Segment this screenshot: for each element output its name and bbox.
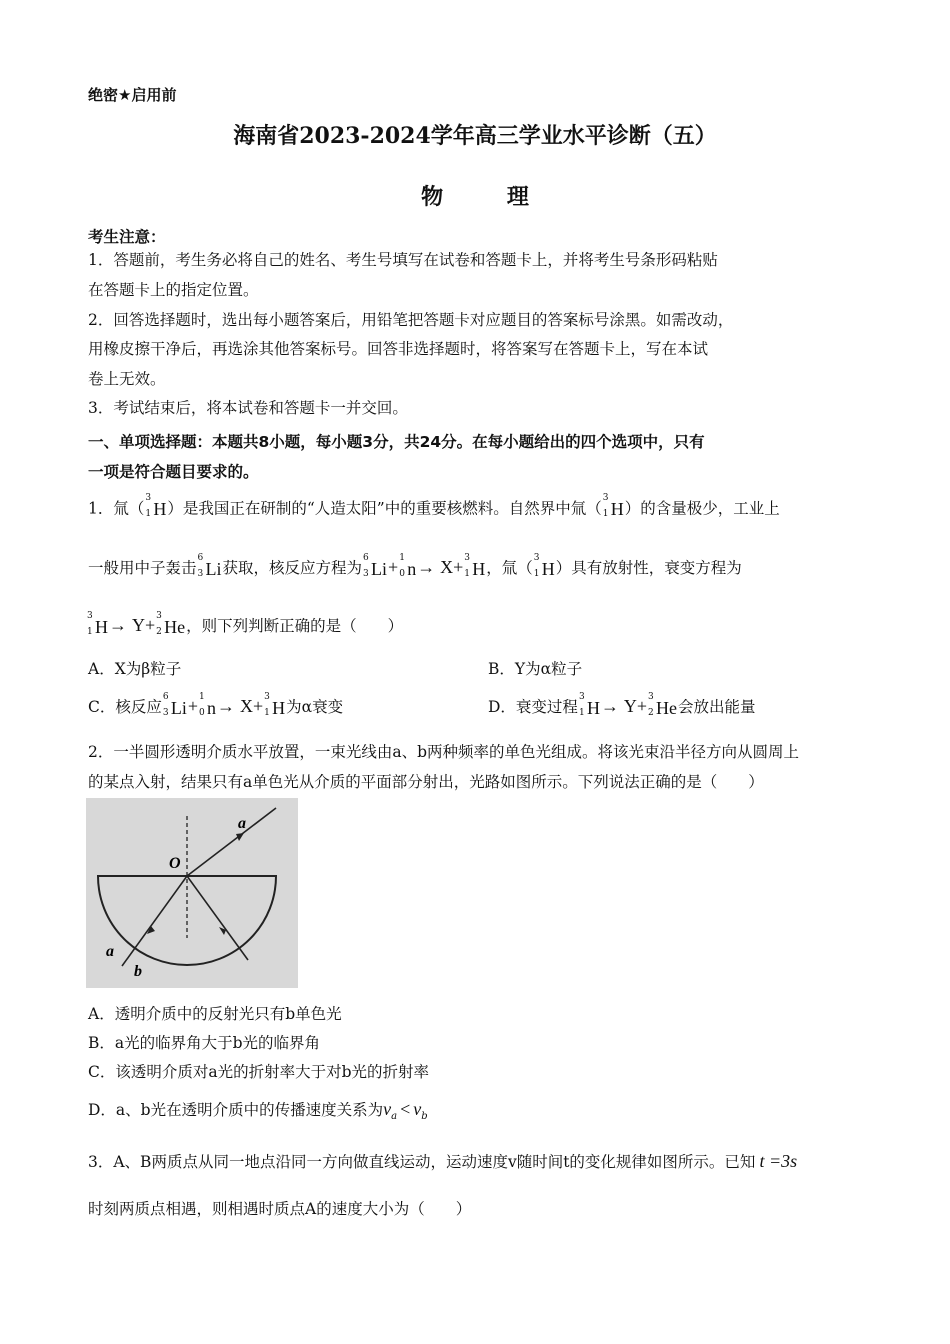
- nuclide-tritium: 3 1 H: [578, 691, 600, 718]
- nuclide-lithium: 6 3 Li: [363, 552, 388, 579]
- q2-line-2: 的某点入射，结果只有a单色光从介质的平面部分射出，光路如图所示。下列说法正确的是（ ）: [88, 773, 764, 791]
- nuclide-tritium: 3 1 H: [464, 552, 486, 579]
- nuclide-tritium: 3 1 H: [264, 691, 286, 718]
- nuclide-helium: 3 2 He: [648, 691, 678, 718]
- notice-item-2-line-3: 卷上无效。: [88, 370, 166, 388]
- q2-figure: [86, 798, 298, 988]
- q2-line-1: 2．一半圆形透明介质水平放置，一束光线由a、b两种频率的单色光组成。将该光束沿半径方向从圆周上: [88, 743, 800, 761]
- notice-heading: 考生注意：: [88, 228, 166, 246]
- q1-line-3: 3 1 H→ Y+ 3 2 He，则下列判断正确的是（ ）: [87, 610, 404, 637]
- q3-line-1: 3．A、B两质点从同一地点沿同一方向做直线运动，运动速度v随时间t的变化规律如图所示。已知 t =3s: [88, 1151, 798, 1171]
- nuclide-neutron: 1 0 n: [399, 552, 417, 579]
- q1-option-d: D．衰变过程 3 1 H→ Y+ 3 2 He会放出能量: [488, 691, 756, 718]
- q1-option-c: C．核反应 6 3 Li+ 1 0 n→ X+ 3 1 H为α衰变: [88, 691, 344, 718]
- section-heading-line-2: 一项是符合题目要求的。: [88, 463, 259, 481]
- fig-label-a-top: a: [238, 815, 246, 832]
- q2-option-b: B．a光的临界角大于b光的临界角: [88, 1034, 321, 1052]
- q2-option-d: D．a、b光在透明介质中的传播速度关系为$v_a < v_b$: [88, 1099, 428, 1123]
- fig-label-o: O: [169, 855, 181, 872]
- q1-option-b: B．Y为α粒子: [488, 660, 583, 678]
- nuclide-tritium: 3 1 H: [87, 610, 108, 637]
- q1-option-a: A．X为β粒子: [88, 660, 182, 678]
- q2-option-a: A．透明介质中的反射光只有b单色光: [88, 1005, 342, 1023]
- q1-line-1: 1．氚（ 3 1 H）是我国正在研制的“人造太阳”中的重要核燃料。自然界中氚（ 3 1 H）的含量极少，工业上: [88, 493, 780, 519]
- confidential-label: 绝密★启用前: [88, 86, 177, 104]
- fig-label-b: b: [134, 963, 142, 980]
- subject-title: 物 理: [421, 184, 557, 210]
- nuclide-helium: 3 2 He: [156, 610, 186, 637]
- notice-item-2-line-1: 2．回答选择题时，选出每小题答案后，用铅笔把答题卡对应题目的答案标号涂黑。如需改动，: [88, 311, 734, 329]
- nuclide-tritium: 3 1 H: [602, 493, 624, 519]
- semicircle-optics-diagram: [86, 798, 298, 988]
- section-heading-line-1: 一、单项选择题：本题共8小题，每小题3分，共24分。在每小题给出的四个选项中，只有: [88, 433, 705, 451]
- nuclide-tritium: 3 1 H: [533, 552, 555, 579]
- nuclide-neutron: 1 0 n: [199, 691, 217, 718]
- q3-line-2: 时刻两质点相遇，则相遇时质点A的速度大小为（ ）: [88, 1200, 472, 1218]
- exam-title: 海南省2023-2024学年高三学业水平诊断（五）: [233, 123, 717, 149]
- notice-item-2-line-2: 用橡皮擦干净后，再选涂其他答案标号。回答非选择题时，将答案写在答题卡上，写在本试: [88, 340, 709, 358]
- q1-line-2: 一般用中子轰击 6 3 Li获取，核反应方程为 6 3 Li+ 1 0 n→ X+ 3 1 H，氚（ 3 1 H）具有放射性，衰变方程为: [88, 552, 742, 579]
- nuclide-tritium: 3 1 H: [145, 493, 167, 519]
- nuclide-lithium: 6 3 Li: [197, 552, 222, 579]
- nuclide-lithium: 6 3 Li: [162, 691, 187, 718]
- notice-item-3: 3．考试结束后，将本试卷和答题卡一并交回。: [88, 399, 408, 417]
- fig-label-a-left: a: [106, 943, 114, 960]
- notice-item-1-line-2: 在答题卡上的指定位置。: [88, 281, 259, 299]
- notice-item-1-line-1: 1．答题前，考生务必将自己的姓名、考生号填写在试卷和答题卡上，并将考生号条形码粘贴: [88, 251, 718, 269]
- q2-option-c: C．该透明介质对a光的折射率大于对b光的折射率: [88, 1063, 430, 1081]
